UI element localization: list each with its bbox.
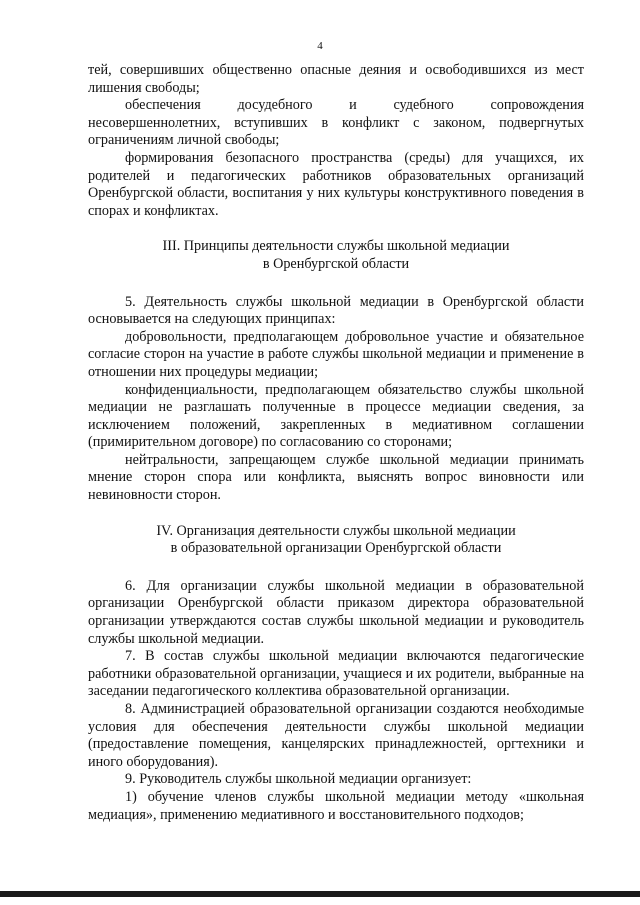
section-4-heading (88, 523, 584, 558)
section-3-title-line-2: в Оренбургской области (262, 255, 410, 272)
paragraph: формирования безопасного пространства (среды) для учащихся, их родителей и педагогических работников образовательных организаций Оренбургской области, воспитания у них культуры конструктивного поведения в спорах и конфликтах. (88, 149, 584, 219)
paragraph: тей, совершивших общественно опасные деяния и освободившихся из мест лишения свободы; (88, 62, 584, 96)
paragraph: конфиденциальности, предполагающем обязательство службы школьной медиации не разглашать полученные в процессе медиации сведения, за исключением положений, закрепленных в медиативном соглашении (примирительном договоре) по согласованию со сторонами; (88, 381, 584, 451)
section-3-heading (88, 238, 584, 273)
section-4-title-line-2: в образовательной организации Оренбургской области (170, 540, 502, 557)
paragraph: 7. В состав службы школьной медиации включаются педагогические работники образовательной организации, учащиеся и их родители, выбранные на заседании педагогического коллектива образовательной организации. (88, 648, 584, 700)
paragraph: 9. Руководитель службы школьной медиации организует: (125, 771, 472, 788)
section-4-title-line-1: IV. Организация деятельности службы школьной медиации (156, 522, 516, 539)
paragraph: 6. Для организации службы школьной медиации в образовательной организации Оренбургской области приказом директора образовательной организации утверждаются состав службы школьной медиации и руководитель службы школьной медиации. (88, 577, 584, 647)
paragraph: 5. Деятельность службы школьной медиации в Оренбургской области основывается на следующих принципах: (88, 293, 584, 328)
scan-edge-bar (0, 891, 640, 897)
document-body (88, 62, 584, 824)
paragraph: обеспечения досудебного и судебного сопровождения несовершеннолетних, вступивших в конфликт с законом, подвергнутых ограничениям личной свободы; (88, 97, 584, 149)
page-number: 4 (317, 40, 323, 52)
paragraph: 8. Администрацией образовательной организации создаются необходимые условия для обеспечения деятельности службы школьной медиации (предоставление помещения, канцелярских принадлежностей, оргтехники и иного оборудования). (88, 701, 584, 770)
paragraph: нейтральности, запрещающем службе школьной медиации принимать мнение сторон спора или конфликта, выяснять вопрос виновности или невиновности сторон. (88, 451, 584, 504)
paragraph: добровольности, предполагающем добровольное участие и обязательное согласие сторон на участие в работе службы школьной медиации и применение в отношении них процедуры медиации; (88, 328, 584, 380)
paragraph: 1) обучение членов службы школьной медиации методу «школьная медиация», применению медиативного и восстановительного подходов; (88, 788, 584, 823)
section-3-title-line-1: III. Принципы деятельности службы школьной медиации (162, 238, 510, 255)
